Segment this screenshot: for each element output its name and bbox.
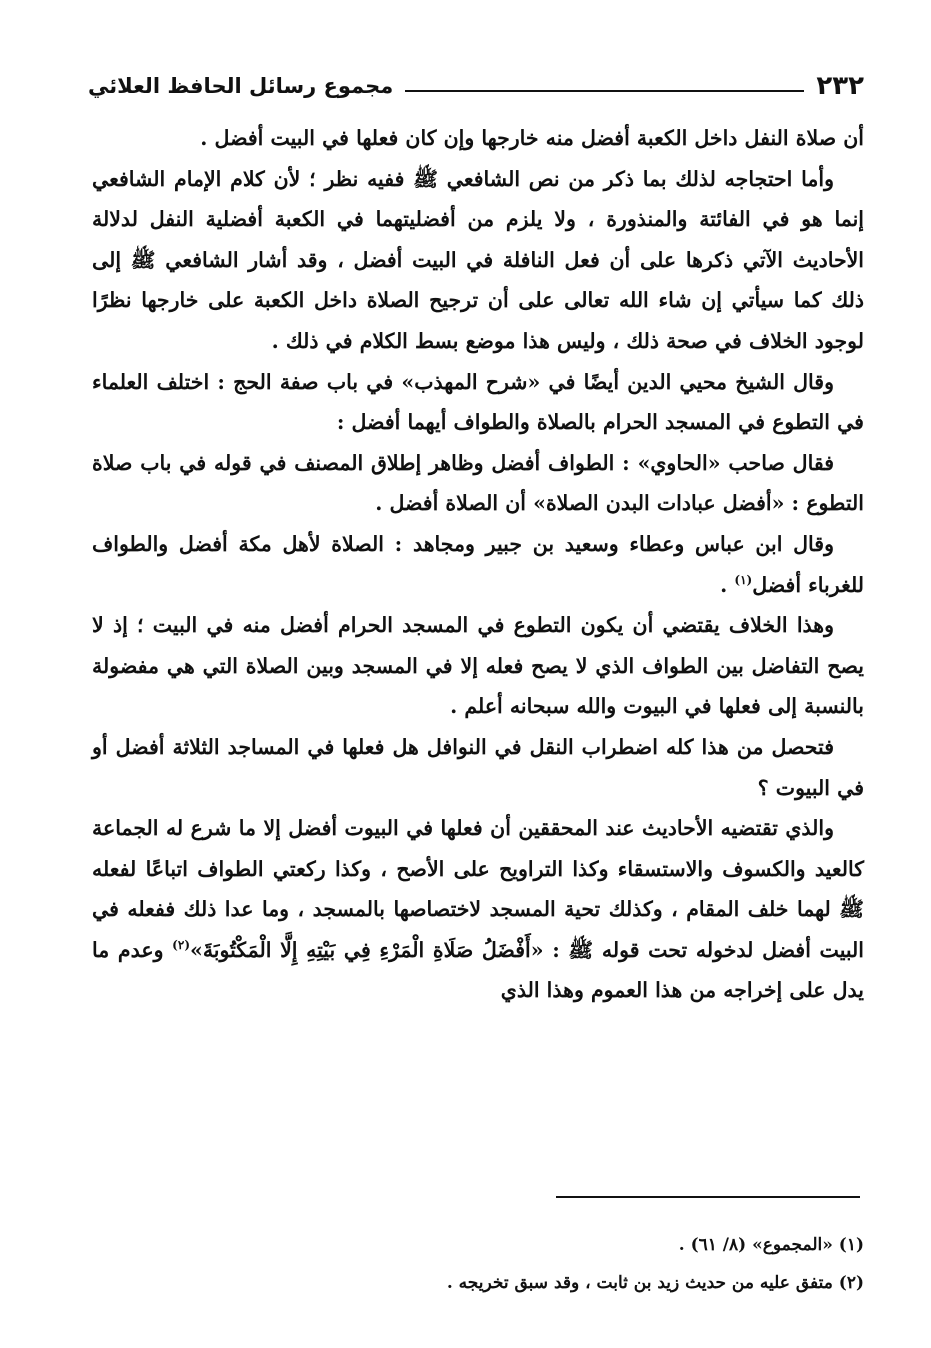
paragraph: أن صلاة النفل داخل الكعبة أفضل منه خارجها وإن كان فعلها في البيت أفضل . <box>200 126 864 150</box>
paragraph: وقال الشيخ محيي الدين أيضًا في «شرح المهذب» في باب صفة الحج : اختلف العلماء في التطوع في المسجد الحرام بالصلاة والطواف أيهما أفضل : <box>92 369 864 435</box>
footnote-marker: (١) <box>734 572 753 587</box>
footnote-marker: (٢) <box>172 938 190 953</box>
paragraph: فتحصل من هذا كله اضطراب النقل في النوافل هل فعلها في المساجد الثلاثة أفضل أو في البيوت ؟ <box>92 734 864 800</box>
footnote: (١) «المجموع» (٨/ ٦١) . <box>678 1235 864 1255</box>
header-rule <box>405 90 804 92</box>
paragraph: فقال صاحب «الحاوي» : الطواف أفضل وظاهر إطلاق المصنف في قوله في باب صلاة التطوع : «أفضل عبادات البدن الصلاة» أن الصلاة أفضل . <box>92 450 864 516</box>
paragraph: وقال ابن عباس وعطاء وسعيد بن جبير ومجاهد : الصلاة لأهل مكة أفضل والطواف للغرباء أفضل$^{(١)}$ . <box>92 531 864 597</box>
page-number: ٢٣٢ <box>816 71 864 101</box>
paragraph: وأما احتجاجه لذلك بما ذكر من نص الشافعي ﷺ ففيه نظر ؛ لأن كلام الإمام الشافعي إنما هو في الفائتة والمنذورة ، ولا يلزم من أفضليتهما في الكعبة أفضلية النفل لدلالة الأحاديث الآتي ذكرها على أن فعل النافلة في البيت أفضل ، وقد أشار الشافعي ﷺ إلى ذلك كما سيأتي إن شاء الله تعالى على أن ترجيح الصلاة داخل الكعبة على خارجها نظرًا لوجود الخلاف في صحة ذلك ، وليس هذا موضع بسط الكلام في ذلك . <box>92 166 864 353</box>
page-header <box>88 64 864 108</box>
running-title: مجموع رسائل الحافظ العلائي <box>88 74 394 98</box>
footnotes <box>92 1226 864 1302</box>
paragraph: وهذا الخلاف يقتضي أن يكون التطوع في المسجد الحرام أفضل منه في البيت ؛ إذ لا يصح التفاضل بين الطواف الذي لا يصح فعله إلا في المسجد وبين الصلاة التي هي مفضولة بالنسبة إلى فعلها في البيوت والله سبحانه أعلم . <box>92 613 864 719</box>
paragraph: والذي تقتضيه الأحاديث عند المحققين أن فعلها في البيوت أفضل إلا ما شرع له الجماعة كالعيد والكسوف والاستسقاء وكذا التراويح على الأصح ، وكذا ركعتي الطواف اتباعًا لفعله ﷺ لهما خلف المقام ، وكذلك تحية المسجد لاختصاصها بالمسجد ، وما عدا ذلك ففعله في البيت أفضل لدخوله تحت قوله ﷺ : «أَفْضَلُ صَلَاةِ الْمَرْءِ فِي بَيْتِهِ إِلَّا الْمَكْتُوبَةَ»$^{(٢)}$ وعدم ما يدل على إخراجه من هذا العموم وهذا الذي <box>92 816 865 1003</box>
main-text <box>92 118 864 1011</box>
footnote-separator <box>556 1196 860 1198</box>
footnote: (٢) متفق عليه من حديث زيد بن ثابت ، وقد سبق تخريجه . <box>446 1273 864 1293</box>
